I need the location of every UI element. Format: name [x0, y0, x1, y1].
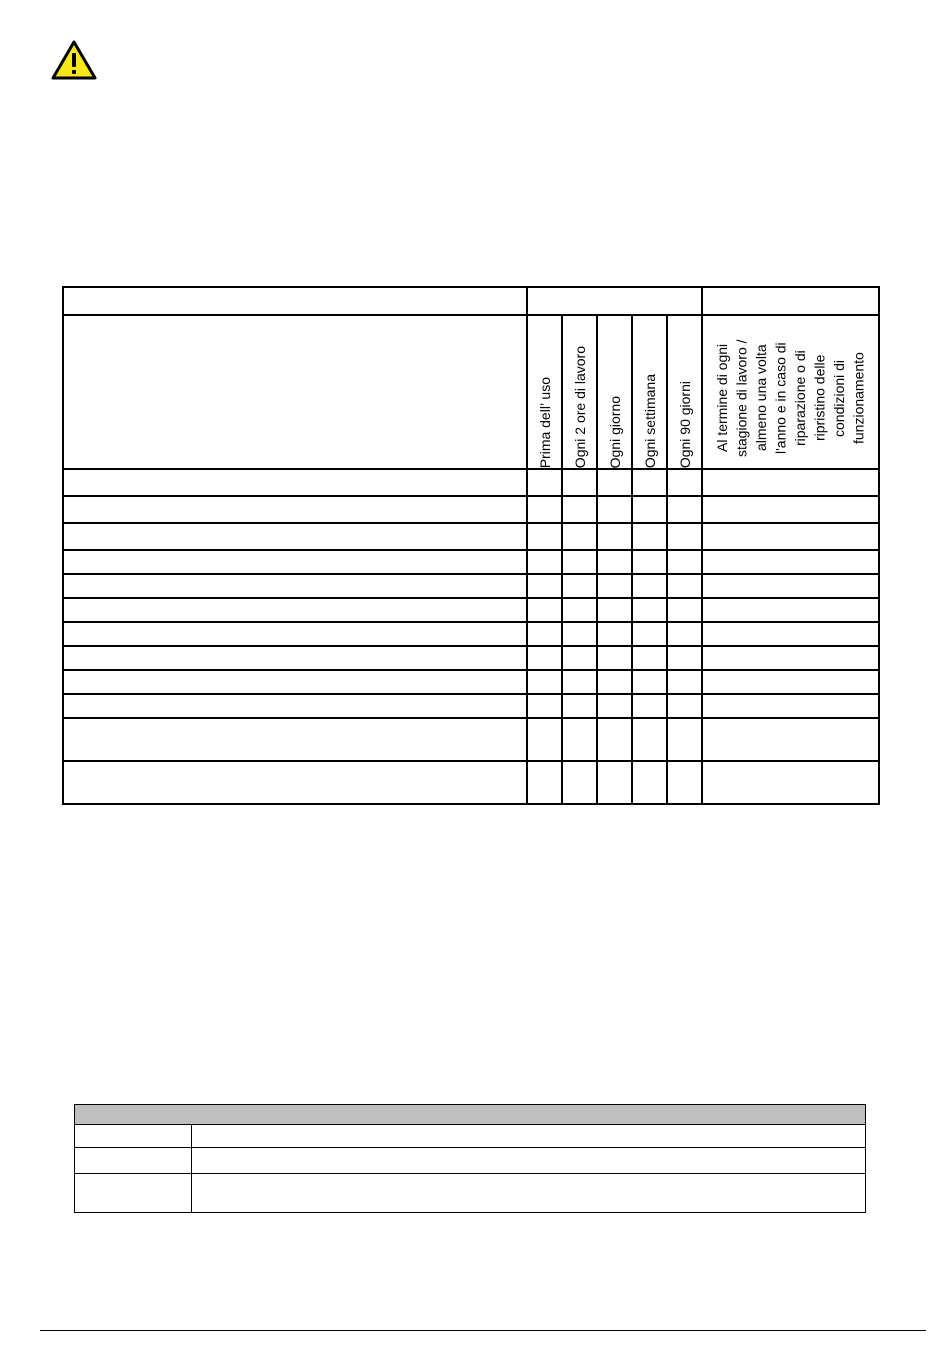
table-row [63, 718, 879, 761]
column-header: Ogni 2 ore di lavoro [562, 315, 597, 469]
frequency-group-header [527, 287, 702, 315]
legend-header [75, 1105, 866, 1125]
column-header: Ogni settimana [632, 315, 667, 469]
table-corner-header [63, 287, 527, 315]
table-row [75, 1173, 866, 1212]
table-row [63, 469, 879, 496]
table-row [63, 646, 879, 670]
column-header-end-of-season: Al termine di ogni stagione di lavoro / almeno una volta l'anno e in caso di riparazione o di ripristino delle condizioni di funzionamento [702, 315, 879, 469]
table-row [63, 761, 879, 804]
table-row [63, 670, 879, 694]
legend-table [74, 1104, 866, 1213]
footer-divider [40, 1330, 926, 1331]
end-of-season-group-header [702, 287, 879, 315]
column-header: Ogni giorno [597, 315, 632, 469]
table-row [63, 622, 879, 646]
table-row [75, 1125, 866, 1148]
table-row [75, 1148, 866, 1173]
operation-column-header [63, 315, 527, 469]
table-row [63, 694, 879, 718]
maintenance-schedule-table [62, 286, 880, 805]
column-header: Prima dell’ uso [527, 315, 562, 469]
table-row [63, 598, 879, 622]
table-row [63, 523, 879, 550]
column-header: Ogni 90 giorni [667, 315, 702, 469]
table-row [63, 574, 879, 598]
table-row [63, 550, 879, 574]
warning-triangle-icon [51, 40, 97, 80]
table-row [63, 496, 879, 523]
